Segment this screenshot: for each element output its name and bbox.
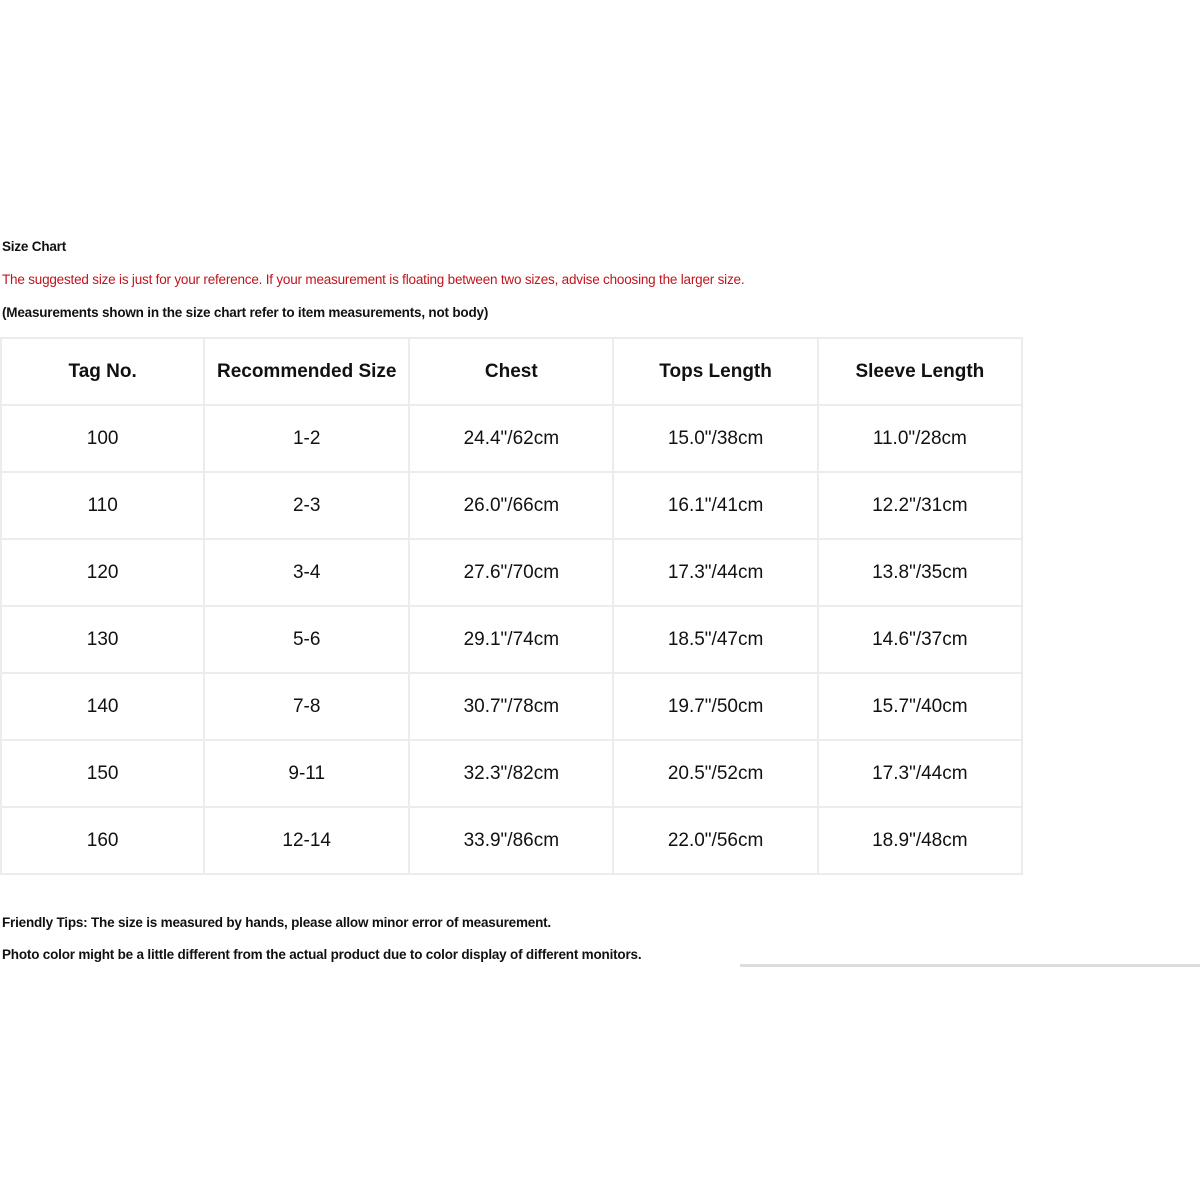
friendly-tip: Friendly Tips: The size is measured by hands, please allow minor error of measurement.	[2, 915, 551, 930]
table-header-row	[1, 338, 1022, 405]
table-cell: 12.2"/31cm	[818, 472, 1022, 539]
table-cell: 18.5"/47cm	[613, 606, 817, 673]
table-cell: 18.9"/48cm	[818, 807, 1022, 874]
column-header: Recommended Size	[204, 338, 409, 405]
table-cell: 5-6	[204, 606, 409, 673]
table-cell: 100	[1, 405, 204, 472]
size-chart-title: Size Chart	[2, 239, 67, 254]
table-cell: 24.4"/62cm	[409, 405, 613, 472]
table-cell: 140	[1, 673, 204, 740]
table-cell: 3-4	[204, 539, 409, 606]
table-cell: 160	[1, 807, 204, 874]
table-cell: 20.5"/52cm	[613, 740, 817, 807]
table-cell: 150	[1, 740, 204, 807]
table-cell: 15.0"/38cm	[613, 405, 817, 472]
table-cell: 27.6"/70cm	[409, 539, 613, 606]
table-row	[1, 740, 1022, 807]
column-header: Tops Length	[613, 338, 817, 405]
table-cell: 30.7"/78cm	[409, 673, 613, 740]
table-cell: 26.0"/66cm	[409, 472, 613, 539]
table-cell: 22.0"/56cm	[613, 807, 817, 874]
table-row	[1, 606, 1022, 673]
table-cell: 1-2	[204, 405, 409, 472]
column-header: Sleeve Length	[818, 338, 1022, 405]
column-header: Chest	[409, 338, 613, 405]
table-cell: 16.1"/41cm	[613, 472, 817, 539]
table-cell: 33.9"/86cm	[409, 807, 613, 874]
table-cell: 15.7"/40cm	[818, 673, 1022, 740]
size-table	[0, 337, 1023, 875]
table-cell: 11.0"/28cm	[818, 405, 1022, 472]
divider	[740, 964, 1200, 967]
table-cell: 110	[1, 472, 204, 539]
table-row	[1, 405, 1022, 472]
table-cell: 19.7"/50cm	[613, 673, 817, 740]
table-cell: 120	[1, 539, 204, 606]
table-row	[1, 472, 1022, 539]
table-cell: 130	[1, 606, 204, 673]
reference-note: The suggested size is just for your reference. If your measurement is floating between two sizes, advise choosing the larger size.	[2, 272, 745, 287]
table-cell: 2-3	[204, 472, 409, 539]
color-disclaimer: Photo color might be a little different from the actual product due to color display of different monitors.	[2, 947, 642, 962]
table-cell: 9-11	[204, 740, 409, 807]
column-header: Tag No.	[1, 338, 204, 405]
table-cell: 7-8	[204, 673, 409, 740]
table-cell: 32.3"/82cm	[409, 740, 613, 807]
table-cell: 14.6"/37cm	[818, 606, 1022, 673]
table-cell: 13.8"/35cm	[818, 539, 1022, 606]
table-cell: 17.3"/44cm	[613, 539, 817, 606]
table-row	[1, 807, 1022, 874]
measurement-note: (Measurements shown in the size chart refer to item measurements, not body)	[2, 305, 489, 320]
table-row	[1, 539, 1022, 606]
table-row	[1, 673, 1022, 740]
table-cell: 12-14	[204, 807, 409, 874]
table-cell: 17.3"/44cm	[818, 740, 1022, 807]
table-cell: 29.1"/74cm	[409, 606, 613, 673]
